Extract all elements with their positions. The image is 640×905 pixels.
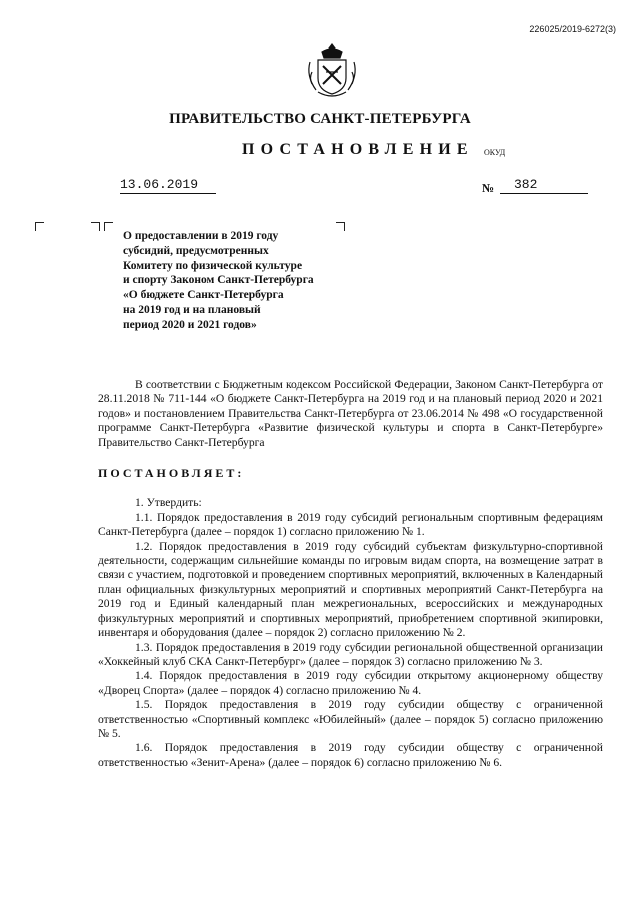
document-body xyxy=(98,378,603,770)
list-item: 1.5. Порядок предоставления в 2019 году субсидии обществу с ограниченной ответственностью «Спортивный комплекс «Юбилейный» (далее – порядок 5) согласно приложению № 5. xyxy=(98,698,603,740)
document-title: ПОСТАНОВЛЕНИЕ xyxy=(242,141,474,158)
preamble-paragraph: В соответствии с Бюджетным кодексом Российской Федерации, Законом Санкт-Петербурга от 28.11.2018 № 711-144 «О бюджете Санкт-Петербурга на 2019 год и на плановый период 2020 и 2021 годов» и постановлением Правительства Санкт-Петербурга от 23.06.2014 № 498 «О государственной программе Санкт-Петербурга «Развитие физической культуры и спорта в Санкт-Петербурге» Правительство Санкт-Петербурга xyxy=(98,378,603,449)
list-item: 1.2. Порядок предоставления в 2019 году субсидий субъектам физкультурно-спортивной деятельности, содержащим сильнейшие команды по игровым видам спорта, на возмещение затрат в связи с участием, подготовкой и проведением спортивных мероприятий, включенных в Календарный план официальных физкультурных мероприятий и спортивных мероприятий Санкт-Петербурга на 2019 год и Единый календарный план межрегиональных, всероссийских и международных физкультурных мероприятий и спортивных мероприятий, приобретением спортивной экипировки, инвентаря и оборудования (далее – порядок 2) согласно приложению № 2. xyxy=(98,539,603,640)
document-id: 226025/2019-6272(3) xyxy=(529,24,616,34)
subject-line: и спорту Законом Санкт-Петербурга xyxy=(123,274,314,287)
list-item: 1.6. Порядок предоставления в 2019 году субсидии обществу с ограниченной ответственностью «Зенит-Арена» (далее – порядок 6) согласно приложению № 6. xyxy=(98,741,603,769)
document-date: 13.06.2019 xyxy=(120,177,216,194)
number-label: № xyxy=(482,181,495,195)
document-subject xyxy=(123,229,353,333)
list-item: 1.1. Порядок предоставления в 2019 году субсидий региональным спортивным федерациям Санкт-Петербурга (далее – порядок 1) согласно приложению № 1. xyxy=(98,510,603,539)
subject-line: О предоставлении в 2019 году xyxy=(123,230,279,242)
list-item: 1. Утвердить: xyxy=(135,496,202,510)
coat-of-arms-emblem xyxy=(304,42,360,100)
document-number: 382 xyxy=(500,177,588,194)
government-name: ПРАВИТЕЛЬСТВО САНКТ-ПЕТЕРБУРГА xyxy=(169,111,471,127)
subject-line: «О бюджете Санкт-Петербурга xyxy=(123,289,284,302)
list-item: 1.3. Порядок предоставления в 2019 году субсидии региональной общественной организации «Хоккейный клуб СКА Санкт-Петербург» (далее – порядок 3) согласно приложению № 3. xyxy=(98,640,603,668)
subject-line: субсидий, предусмотренных xyxy=(123,244,269,257)
okud-label: ОКУД xyxy=(484,148,506,157)
corner-mark-subject-left-b xyxy=(104,222,113,231)
subject-line: период 2020 и 2021 годов» xyxy=(123,318,257,331)
corner-mark-subject-left-a xyxy=(91,222,100,231)
subject-line: Комитету по физической культуре xyxy=(123,259,303,272)
corner-mark-left xyxy=(35,222,44,231)
decree-heading: ПОСТАНОВЛЯЕТ: xyxy=(98,466,245,481)
subject-line: на 2019 год и на плановый xyxy=(123,303,261,316)
list-item: 1.4. Порядок предоставления в 2019 году субсидии открытому акционерному обществу «Дворец Спорта» (далее – порядок 4) согласно приложению № 4. xyxy=(98,669,603,697)
